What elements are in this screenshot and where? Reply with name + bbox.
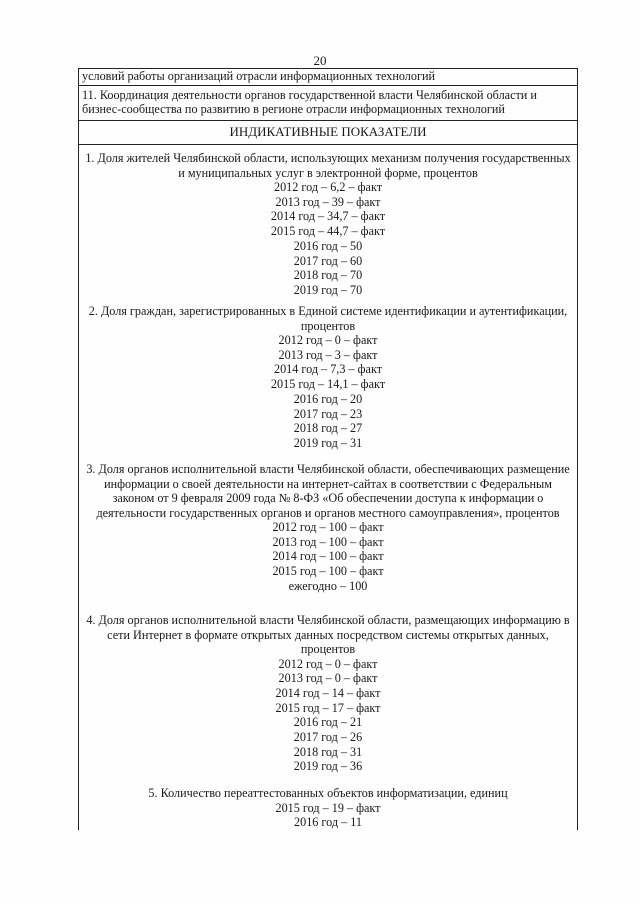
indicator-value: 2017 год – 60 bbox=[293, 253, 363, 268]
indicator-value: 2017 год – 23 bbox=[293, 406, 363, 421]
table-divider bbox=[79, 144, 577, 145]
indicator-4 bbox=[79, 613, 577, 774]
table-divider bbox=[79, 120, 577, 121]
indicator-value: 2015 год – 44,7 – факт bbox=[270, 224, 386, 239]
indicator-value: 2016 год – 21 bbox=[293, 715, 363, 730]
indicator-values bbox=[79, 520, 577, 594]
indicator-3 bbox=[79, 462, 577, 594]
indicator-value: 2012 год – 0 – факт bbox=[278, 333, 378, 347]
indicator-value: 2015 год – 19 – факт bbox=[275, 800, 381, 815]
indicator-value: ежегодно – 100 bbox=[288, 578, 368, 593]
indicator-title: 1. Доля жителей Челябинской области, использующих механизм получения государственных и муниципальных услуг в электронной форме, процентов bbox=[85, 151, 571, 180]
indicator-value: 2016 год – 20 bbox=[293, 391, 363, 406]
indicator-value: 2018 год – 31 bbox=[293, 744, 363, 759]
indicator-values bbox=[79, 657, 577, 775]
indicator-value: 2018 год – 70 bbox=[293, 268, 363, 283]
indicator-value: 2016 год – 50 bbox=[293, 238, 363, 253]
indicator-value: 2014 год – 100 – факт bbox=[272, 549, 384, 564]
table-row-item-11: 11. Координация деятельности органов государственной власти Челябинской области и бизнес-сообщества по развитию в регионе отрасли информационных технологий bbox=[82, 88, 537, 116]
indicator-title: 3. Доля органов исполнительной власти Челябинской области, обеспечивающих размещение информации о своей деятельности на интернет-сайтах в соответствии с Федеральным законом от 9 февраля 2009 года № 8-ФЗ «Об обеспечении доступа к информации о деятельности государственных органов и органов местного самоуправления», процентов bbox=[86, 462, 570, 520]
indicator-values bbox=[79, 801, 577, 830]
indicator-value: 2018 год – 27 bbox=[293, 421, 363, 436]
indicator-values bbox=[79, 180, 577, 298]
indicator-value: 2014 год – 34,7 – факт bbox=[270, 209, 386, 224]
document-table bbox=[78, 68, 578, 830]
indicator-value: 2014 год – 7,3 – факт bbox=[273, 362, 383, 377]
indicator-value: 2012 год – 0 – факт bbox=[278, 656, 378, 671]
indicator-value: 2017 год – 26 bbox=[293, 730, 363, 745]
indicator-value: 2013 год – 39 – факт bbox=[275, 194, 381, 209]
indicator-title: 5. Количество переаттестованных объектов информатизации, единиц bbox=[148, 786, 508, 800]
indicator-2 bbox=[79, 304, 577, 451]
indicator-title: 4. Доля органов исполнительной власти Челябинской области, размещающих информацию в сети Интернет в формате открытых данных посредством системы открытых данных, процентов bbox=[86, 613, 570, 656]
indicator-value: 2019 год – 36 bbox=[293, 759, 363, 774]
indicator-value: 2016 год – 11 bbox=[294, 815, 362, 830]
indicator-values bbox=[79, 333, 577, 451]
indicator-value: 2019 год – 31 bbox=[293, 435, 363, 450]
indicator-title: 2. Доля граждан, зарегистрированных в Единой системе идентификации и аутентификации, процентов bbox=[88, 304, 568, 333]
indicator-1 bbox=[79, 151, 577, 298]
indicator-value: 2015 год – 14,1 – факт bbox=[270, 377, 386, 392]
table-divider bbox=[79, 85, 577, 86]
indicator-value: 2013 год – 0 – факт bbox=[278, 671, 378, 686]
indicator-value: 2013 год – 100 – факт bbox=[272, 534, 384, 549]
indicator-5 bbox=[79, 786, 577, 830]
indicator-value: 2014 год – 14 – факт bbox=[275, 685, 381, 700]
table-row-continuation: условий работы организаций отрасли информационных технологий bbox=[82, 69, 436, 83]
section-heading: ИНДИКАТИВНЫЕ ПОКАЗАТЕЛИ bbox=[229, 124, 427, 139]
indicator-value: 2012 год – 100 – факт bbox=[272, 520, 384, 534]
page-number: 20 bbox=[313, 53, 327, 68]
indicator-value: 2019 год – 70 bbox=[293, 282, 363, 297]
indicator-value: 2015 год – 100 – факт bbox=[272, 564, 384, 579]
indicator-value: 2012 год – 6,2 – факт bbox=[273, 180, 383, 194]
indicator-value: 2013 год – 3 – факт bbox=[278, 347, 378, 362]
indicator-value: 2015 год – 17 – факт bbox=[275, 700, 381, 715]
